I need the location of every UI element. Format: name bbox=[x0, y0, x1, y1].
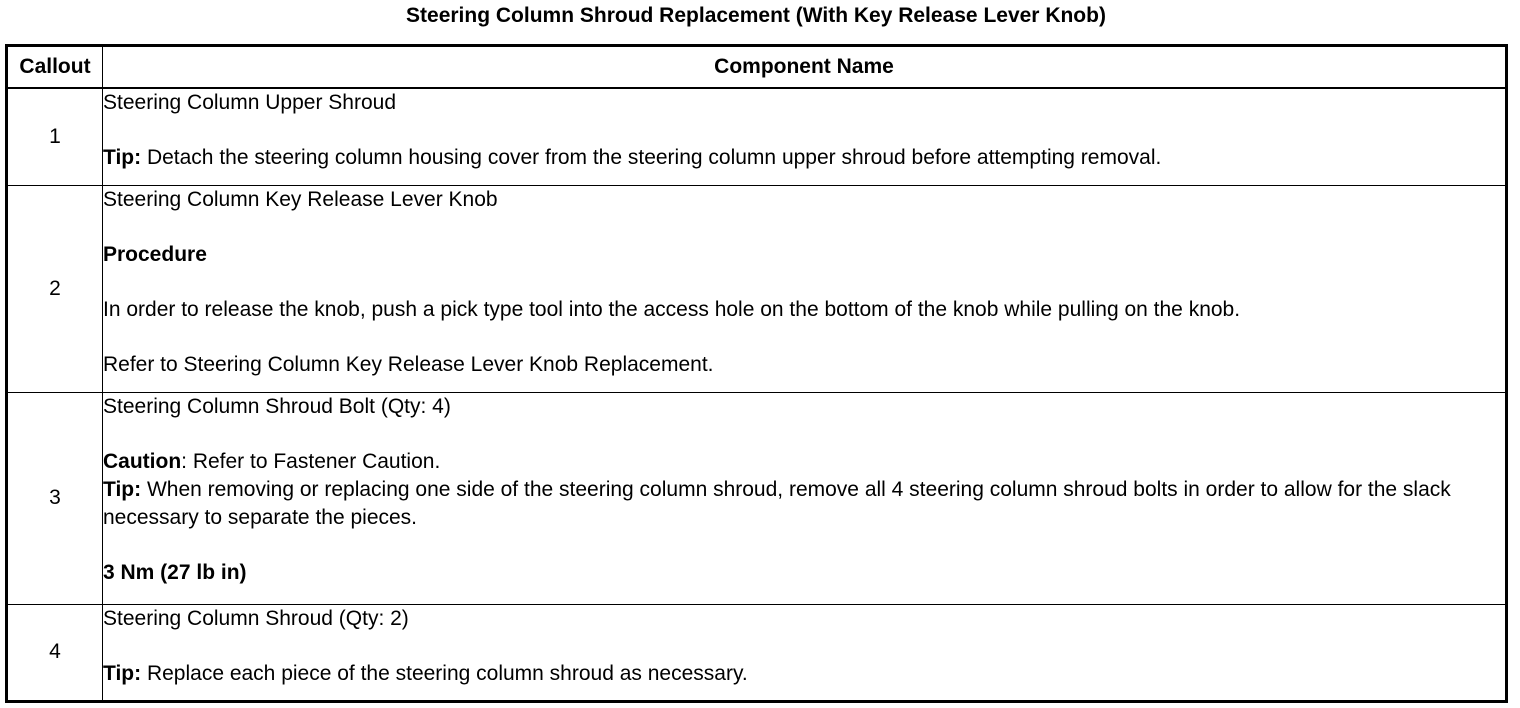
table-row bbox=[7, 88, 1507, 185]
document-title: Steering Column Shroud Replacement (With Key Release Lever Knob) bbox=[406, 4, 1106, 27]
component-name: Steering Column Upper Shroud bbox=[103, 91, 396, 114]
table-row bbox=[7, 604, 1507, 701]
caution-text: : Refer to Fastener Caution. bbox=[181, 449, 441, 473]
tip-label: Tip: bbox=[103, 146, 142, 169]
callout-number: 2 bbox=[7, 185, 103, 392]
table-header-row bbox=[7, 46, 1507, 89]
tip-text: Replace each piece of the steering column shroud as necessary. bbox=[141, 661, 748, 685]
callout-number: 3 bbox=[7, 392, 103, 604]
component-name: Steering Column Shroud (Qty: 2) bbox=[103, 606, 409, 630]
component-name-header: Component Name bbox=[103, 46, 1507, 89]
tip-note bbox=[103, 144, 1505, 172]
component-name: Steering Column Shroud Bolt (Qty: 4) bbox=[103, 394, 451, 418]
tip-note bbox=[103, 476, 1505, 532]
tip-text: When removing or replacing one side of the steering column shroud, remove all 4 steering column shroud bolts in order to allow for the slack necessary to separate the pieces. bbox=[103, 477, 1451, 529]
component-cell bbox=[103, 88, 1507, 185]
procedure-heading: Procedure bbox=[103, 242, 207, 266]
callout-number: 4 bbox=[7, 604, 103, 701]
callout-number: 1 bbox=[7, 88, 103, 185]
tip-note bbox=[103, 660, 1505, 688]
procedure-step: In order to release the knob, push a pick type tool into the access hole on the bottom of the knob while pulling on the knob. bbox=[103, 297, 1241, 321]
callout-header: Callout bbox=[7, 46, 103, 89]
component-cell bbox=[103, 185, 1507, 392]
table-row bbox=[7, 185, 1507, 392]
reference-text: Refer to Steering Column Key Release Lever Knob Replacement. bbox=[103, 352, 714, 376]
component-table bbox=[5, 44, 1508, 703]
caution-label: Caution bbox=[103, 449, 182, 473]
component-cell bbox=[103, 392, 1507, 604]
component-name: Steering Column Key Release Lever Knob bbox=[103, 187, 498, 211]
caution-note bbox=[103, 448, 1505, 476]
tip-label: Tip: bbox=[103, 477, 142, 501]
tip-label: Tip: bbox=[103, 661, 142, 685]
component-cell bbox=[103, 604, 1507, 701]
table-row bbox=[7, 392, 1507, 604]
torque-spec: 3 Nm (27 lb in) bbox=[103, 560, 247, 584]
tip-text: Detach the steering column housing cover from the steering column upper shroud before attempting removal. bbox=[141, 146, 1162, 169]
